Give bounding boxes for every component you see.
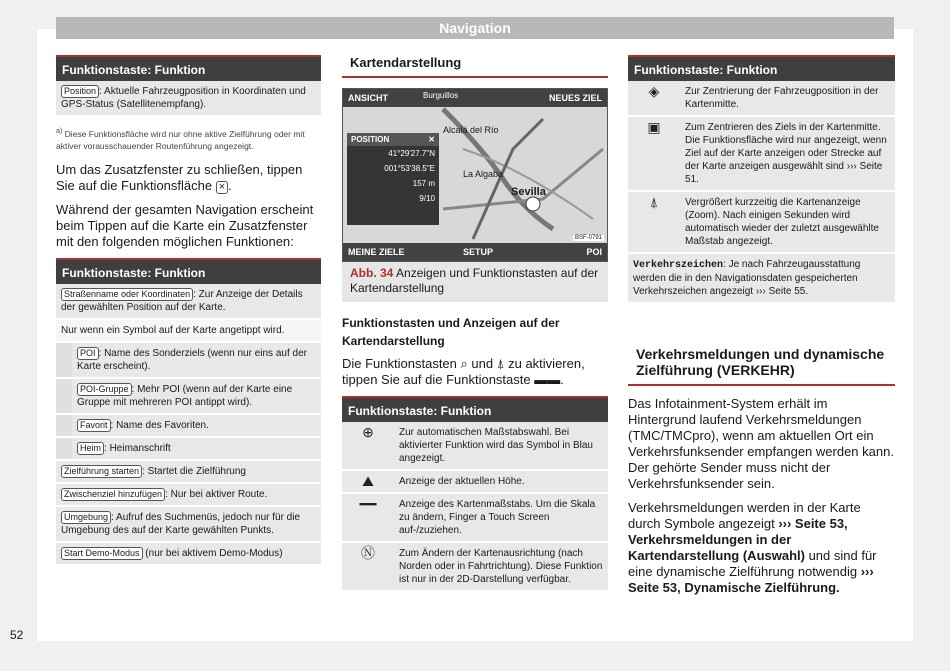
column-1 (56, 55, 321, 566)
row-text: : Je nach Fahrzeugausstattung werden die in den Navigationsdaten gespeicherten Verkehrszeichen angezeigt ››› Seite 55. (633, 259, 861, 297)
row-text: : Aufruf des Suchmenüs, jedoch nur für die Umgebung des auf der Karte gewählten Punkts. (61, 511, 301, 536)
map-screenshot (342, 88, 608, 262)
close-key: × (216, 181, 228, 194)
new-destination-button[interactable]: NEUES ZIEL (548, 93, 602, 103)
row-text: Zum Ändern der Kartenausrichtung (nach Norden oder in Fahrtrichtung). Diese Funktion ist nur in der 2D-Darstellung verfügbar. (394, 542, 608, 591)
table-row (342, 493, 608, 542)
table-row (56, 342, 321, 378)
row-text: (nur bei aktivem Demo-Modus) (142, 547, 283, 559)
table-header: Funktionstaste: Funktion (56, 258, 321, 284)
longitude: 001°53'38.5"E (384, 164, 435, 173)
table-row (628, 253, 895, 303)
table-row (628, 116, 895, 191)
key-label: Favorit (77, 419, 111, 432)
paragraph (628, 500, 895, 596)
paragraph-text: Verkehrsmeldungen werden in der Karte durch Symbole angezeigt (628, 500, 861, 531)
table-row (342, 470, 608, 493)
altitude-icon: ⛰ (342, 470, 394, 493)
table-row (56, 437, 321, 460)
table-header: Funktionstaste: Funktion (56, 55, 321, 81)
row-text: : Startet die Zielführung (142, 465, 246, 477)
function-table (56, 81, 321, 117)
table-header: Funktionstaste: Funktion (342, 396, 608, 422)
zoom-icon: ⍋ (628, 191, 680, 253)
setup-button[interactable]: SETUP (463, 247, 494, 257)
column-2 (342, 55, 608, 592)
table-row (56, 319, 321, 342)
view-button[interactable]: ANSICHT (348, 93, 388, 103)
row-text: Zur automatischen Maßstabswahl. Bei aktivierter Funktion wird das Symbol in Blau angezeigt. (394, 422, 608, 470)
position-panel (347, 133, 439, 225)
altitude: 157 m (412, 179, 435, 188)
paragraph-text: Um das Zusatzfenster zu schließen, tippen Sie auf die Funktionsfläche (56, 161, 303, 193)
paragraph: Das Infotainment-System erhält im Hintergrund laufend Verkehrsmeldungen (TMC/TMCpro), wenn am aktuellen Ort ein Verkehrsfunksender empfangen werden kann. Der gehörte Sender muss nicht der Verkehrsfunksender sein. (628, 396, 894, 491)
row-text: Zum Zentrieren des Ziels in der Kartenmitte. Die Funktionsfläche wird nur angezeigt, wenn Ziel auf der Karte anzeigen oder Strecke auf der Karte anzeigen ausgewählt sind ››› Seite 51. (680, 116, 895, 191)
map-bottom-bar (343, 243, 607, 261)
footnote (56, 125, 321, 152)
map-place-label: Burguillos (423, 91, 459, 100)
poi-button[interactable]: POI (586, 247, 602, 257)
page-title: Navigation (56, 17, 894, 39)
section-title: Verkehrsmeldungen und dynamische Zielführung (VERKEHR) (628, 340, 895, 386)
key-label: Verkehrszeichen (633, 260, 724, 271)
column-3 (628, 55, 895, 604)
map-place-label: Sevilla (511, 186, 546, 198)
key-label: Heim (77, 442, 104, 455)
row-text: Zur Zentrierung der Fahrzeugposition in der Kartenmitte. (680, 81, 895, 116)
center-destination-icon: ▣ (628, 116, 680, 191)
subheading: Funktionstasten und Anzeigen auf der Kartendarstellung (342, 316, 560, 348)
key-label: Position (61, 85, 99, 98)
figure-code: BSF-0791 (574, 235, 602, 241)
scale-bar-icon: ━━ (342, 493, 394, 542)
page-link[interactable]: ››› Seite 53, Dynamische Zielführung. (628, 564, 874, 595)
caption-label: Abb. 34 (350, 266, 394, 280)
my-destinations-button[interactable]: MEINE ZIELE (348, 247, 405, 257)
footnote-mark: a) (56, 127, 63, 135)
paragraph: Um das Zusatzfenster zu schließen, tippen Sie auf die Funktionsfläche × . (56, 161, 303, 193)
row-text: Anzeige des Kartenmaßstabs. Um die Skala zu ändern, Finger a Touch Screen auf-/zuziehen. (394, 493, 608, 542)
page-number: 52 (10, 628, 24, 642)
row-text: : Zur Anzeige der Details der gewählten Position auf der Karte. (61, 288, 303, 313)
map-place-label: La Algaba (463, 169, 504, 179)
key-label: Zwischenziel hinzufügen (61, 488, 165, 501)
key-label: Straßenname oder Koordinaten (61, 288, 193, 301)
row-text: Nur wenn ein Symbol auf der Karte angetippt wird. (56, 319, 321, 342)
footnote-text: Diese Funktionsfläche wird nur ohne aktive Zielführung oder mit aktiver vorausschauender Routenführung angezeigt. (56, 128, 305, 151)
caption-text: Anzeigen und Funktionstasten auf der Kartendarstellung (350, 266, 599, 295)
row-text: : Aktuelle Fahrzeugposition in Koordinaten und GPS-Status (Satellitenempfang). (61, 86, 306, 110)
paragraph: Die Funktionstasten ⌕ und ⍋ zu aktivieren, tippen Sie auf die Funktionstaste ▬▬. (342, 356, 585, 387)
key-label: POI-Gruppe (77, 383, 132, 396)
table-row (56, 81, 321, 116)
table-row (628, 81, 895, 116)
row-text: : Heimanschrift (104, 442, 171, 454)
table-row (342, 422, 608, 470)
table-row (342, 542, 608, 591)
function-table (342, 422, 608, 592)
center-vehicle-icon: ◈ (628, 81, 680, 116)
function-table (628, 81, 895, 304)
row-text: Vergrößert kurzzeitig die Kartenanzeige (Zoom). Nach einigen Sekunden wird automatisch wieder der zuletzt ausgewählte Maßstab angezeigt. (680, 191, 895, 253)
map-place-label: Alcalá del Río (443, 125, 499, 135)
table-row (56, 414, 321, 437)
satellite-count: 9/10 (419, 194, 435, 203)
latitude: 41°29'27.7"N (388, 149, 435, 158)
table-row (56, 483, 321, 506)
key-label: Zielführung starten (61, 465, 142, 478)
close-icon[interactable]: ✕ (428, 135, 435, 144)
table-row (56, 506, 321, 542)
table-header: Funktionstaste: Funktion (628, 55, 895, 81)
table-row (56, 460, 321, 483)
auto-scale-icon: ⊕ (342, 422, 394, 470)
page-link[interactable]: ››› Seite 53, Verkehrsmeldungen in der Kartendarstellung (Auswahl) (628, 516, 848, 563)
row-text: : Name des Favoriten. (110, 419, 209, 431)
figure-caption (342, 262, 608, 302)
row-text: Anzeige der aktuellen Höhe. (394, 470, 608, 493)
panel-title: POSITION (351, 135, 390, 144)
table-row (56, 378, 321, 414)
paragraph-text: und sind für eine dynamische Zielführung notwendig (628, 548, 877, 579)
paragraph: Während der gesamten Navigation erscheint beim Tippen auf die Karte ein Zusatzfenster mit den folgenden möglichen Funktionen: (56, 201, 314, 249)
function-table (56, 284, 321, 566)
key-label: Start Demo-Modus (61, 547, 143, 560)
table-row (56, 542, 321, 565)
table-row (628, 191, 895, 253)
table-row (56, 284, 321, 319)
compass-north-icon: Ⓝ (342, 542, 394, 591)
key-label: Umgebung (61, 511, 111, 524)
section-title: Kartendarstellung (342, 55, 608, 78)
row-text: : Mehr POI (wenn auf der Karte eine Gruppe mit mehreren POI antippt wird). (77, 383, 293, 408)
row-text: : Nur bei aktiver Route. (165, 488, 268, 500)
row-text: : Name des Sonderziels (wenn nur eins auf der Karte erscheint). (77, 347, 307, 372)
map-top-bar (343, 89, 607, 107)
key-label: POI (77, 347, 99, 360)
